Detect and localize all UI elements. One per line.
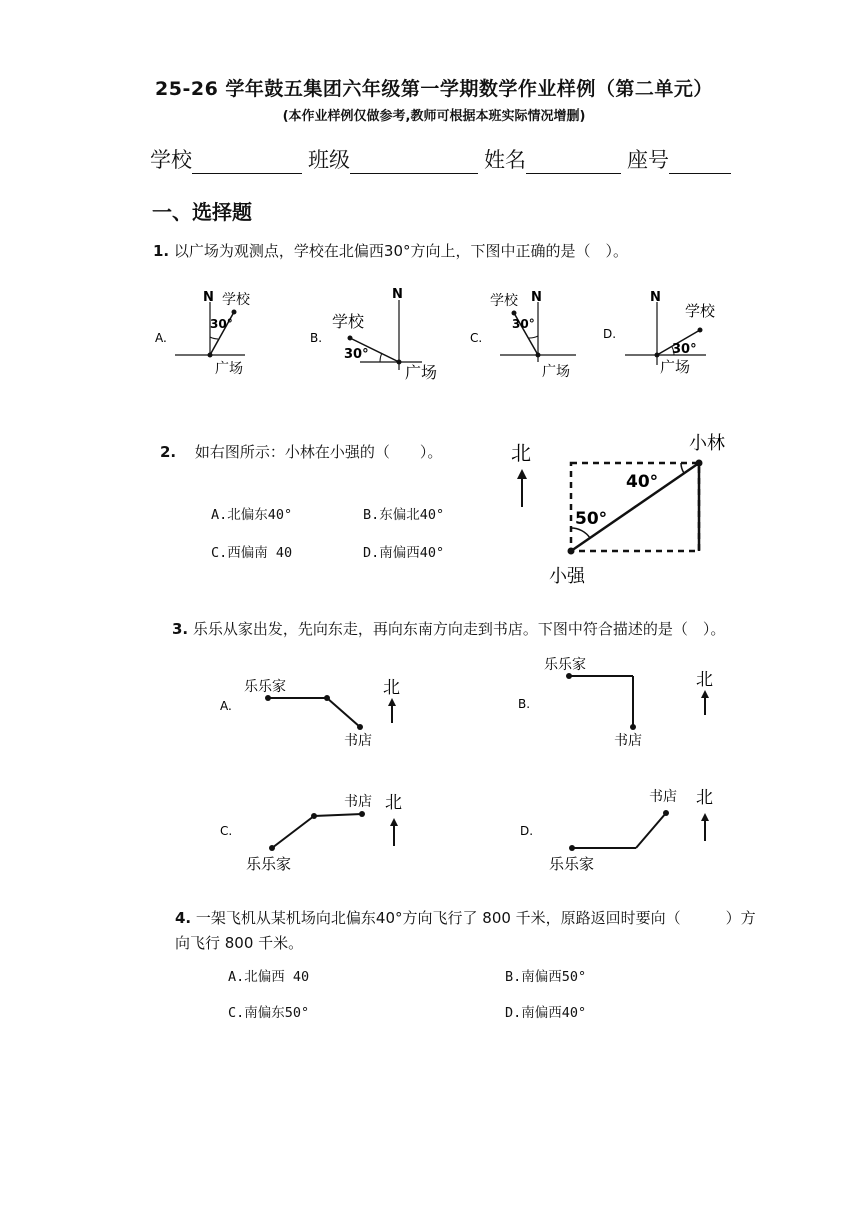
- north-label: 北: [385, 793, 402, 813]
- q1-option-a[interactable]: [155, 290, 251, 377]
- seat-field[interactable]: [669, 151, 731, 174]
- question-number: 3.: [172, 620, 189, 638]
- north-label: N: [531, 290, 542, 305]
- angle-arc-bottom: [571, 528, 590, 538]
- question-2: [160, 441, 442, 462]
- q3-option-b[interactable]: [518, 657, 713, 749]
- question-1: [153, 240, 628, 261]
- page-title: 25-26 学年鼓五集团六年级第一学期数学作业样例（第二单元）: [155, 78, 713, 100]
- angle-50-label: 50°: [575, 509, 608, 529]
- q4-option-b[interactable]: B.南偏西50°: [505, 969, 587, 985]
- home-label: 乐乐家: [244, 679, 286, 695]
- option-letter: D.: [603, 327, 617, 341]
- name-label: 姓名: [484, 148, 526, 172]
- origin-label: 广场: [215, 361, 243, 377]
- q2-figure: [505, 425, 745, 590]
- question-number: 2.: [160, 443, 177, 461]
- q4-option-d[interactable]: D.南偏西40°: [505, 1005, 587, 1021]
- q3-figures: [200, 645, 740, 885]
- option-letter: B.: [310, 331, 323, 345]
- angle-label: 30°: [672, 342, 697, 357]
- school-field[interactable]: [192, 151, 302, 174]
- store-label: 书店: [649, 789, 677, 805]
- store-label: 书店: [344, 794, 372, 810]
- north-label: 北: [696, 670, 713, 690]
- angle-label: 30°: [210, 317, 233, 331]
- q2-option-b[interactable]: B.东偏北40°: [363, 507, 445, 523]
- north-label: 北: [383, 678, 400, 698]
- school-label: 学校: [150, 148, 192, 172]
- xiaoqiang-label: 小强: [549, 566, 585, 587]
- store-label: 书店: [344, 733, 372, 749]
- angle-40-label: 40°: [626, 472, 659, 492]
- home-label: 乐乐家: [544, 657, 586, 673]
- question-4: [175, 907, 756, 928]
- q2-option-c[interactable]: C.西偏南 40: [211, 545, 293, 561]
- q1-figures: [140, 280, 760, 390]
- target-label: 学校: [222, 292, 250, 308]
- q4-option-c[interactable]: C.南偏东50°: [228, 1005, 310, 1021]
- origin-label: 广场: [660, 358, 691, 376]
- home-label: 乐乐家: [246, 855, 292, 873]
- question-text: 如右图所示：小林在小强的（ ）。: [194, 443, 443, 461]
- q1-option-b[interactable]: [310, 287, 437, 382]
- target-label: 学校: [685, 302, 716, 320]
- angle-label: 30°: [512, 317, 535, 331]
- xiaolin-label: 小林: [689, 433, 725, 454]
- q2-option-a[interactable]: A.北偏东40°: [211, 507, 293, 523]
- angle-label: 30°: [344, 347, 369, 362]
- question-text: 以广场为观测点，学校在北偏西30°方向上，下图中正确的是（ ）。: [173, 242, 629, 260]
- section-heading: 一、选择题: [152, 200, 252, 224]
- option-letter: C.: [220, 824, 233, 838]
- north-label: N: [650, 290, 661, 305]
- option-letter: A.: [220, 699, 232, 713]
- page-subtitle: (本作业样例仅做参考,教师可根据本班实际情况增删): [282, 109, 586, 124]
- option-letter: D.: [520, 824, 534, 838]
- target-label: 学校: [490, 293, 518, 309]
- q3-option-a[interactable]: [220, 678, 400, 749]
- question-text-line1: 一架飞机从某机场向北偏东40°方向飞行了 800 千米，原路返回时要向（ ）方: [195, 909, 756, 927]
- origin-label: 广场: [542, 364, 570, 380]
- question-3: [172, 618, 725, 639]
- q3-option-d[interactable]: [520, 788, 713, 873]
- name-field[interactable]: [526, 151, 621, 174]
- north-label: 北: [696, 788, 713, 808]
- north-label: 北: [511, 441, 531, 465]
- student-info-row: [150, 144, 737, 174]
- q2-option-d[interactable]: D.南偏西40°: [363, 545, 445, 561]
- target-label: 学校: [332, 312, 365, 331]
- q1-option-c[interactable]: [470, 290, 576, 380]
- north-label: N: [392, 287, 403, 302]
- angle-arc-top: [681, 463, 684, 473]
- q1-option-d[interactable]: [603, 290, 716, 376]
- q3-option-c[interactable]: [220, 793, 402, 873]
- north-label: N: [203, 290, 214, 305]
- class-label: 班级: [308, 148, 350, 172]
- option-letter: C.: [470, 331, 483, 345]
- origin-label: 广场: [405, 363, 438, 382]
- store-label: 书店: [614, 733, 642, 749]
- question-text: 乐乐从家出发，先向东走，再向东南方向走到书店。下图中符合描述的是（ ）。: [192, 620, 726, 638]
- question-4-line2: 向飞行 800 千米。: [175, 934, 304, 952]
- question-number: 1.: [153, 242, 170, 260]
- home-label: 乐乐家: [549, 855, 595, 873]
- seat-label: 座号: [627, 148, 669, 172]
- q4-option-a[interactable]: A.北偏西 40: [228, 969, 310, 985]
- class-field[interactable]: [350, 151, 478, 174]
- option-letter: B.: [518, 697, 531, 711]
- question-number: 4.: [175, 909, 192, 927]
- north-arrow-head: [517, 469, 527, 479]
- option-letter: A.: [155, 331, 167, 345]
